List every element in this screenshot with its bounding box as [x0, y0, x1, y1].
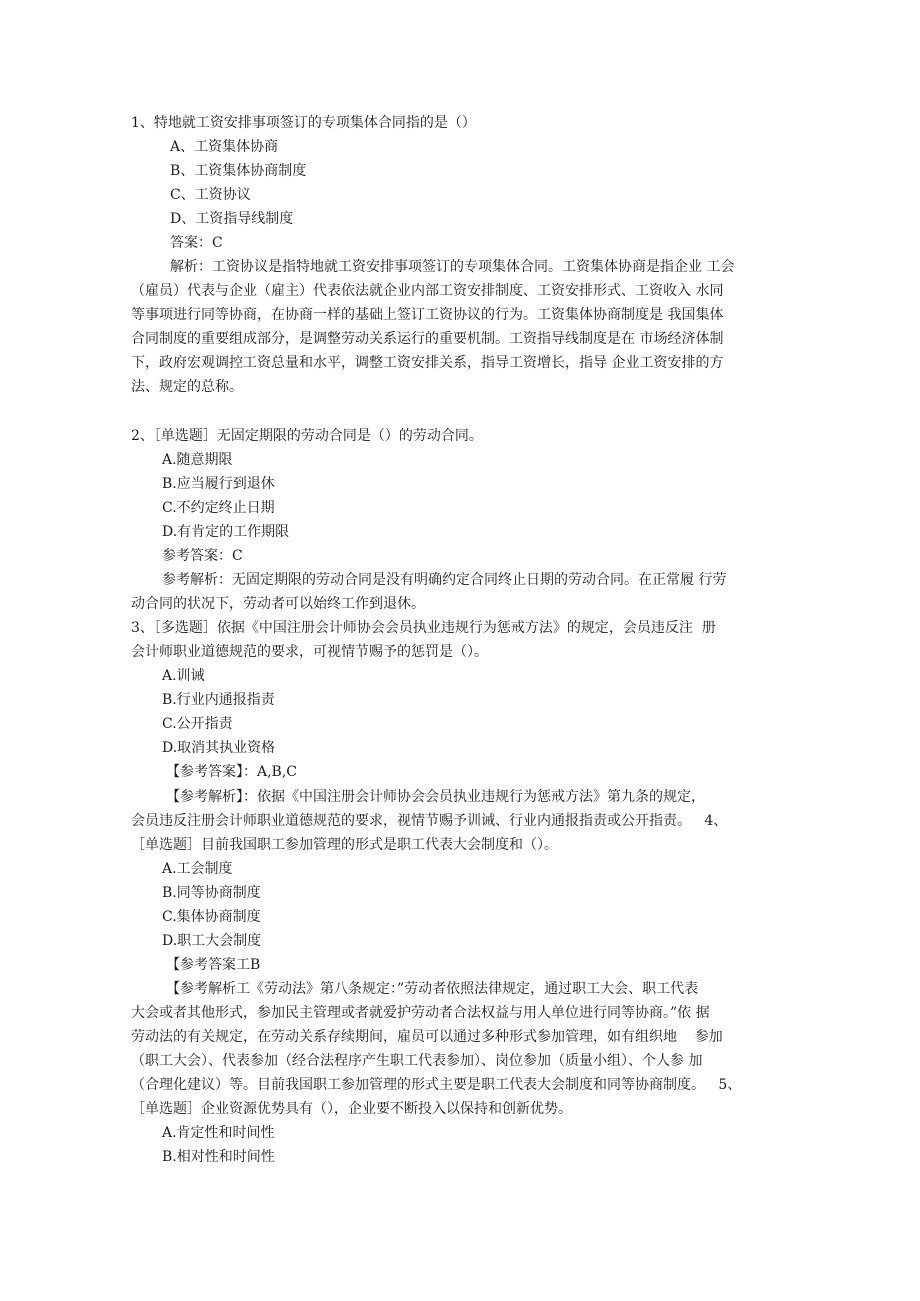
q4-analysis-line: 【参考解析工《劳动法》第八条规定：”劳动者依照法律规定，通过职工大会、职工代表 [166, 981, 699, 997]
q3-answer: 【参考答案】：A,B,C [166, 764, 298, 780]
q1-analysis-line: （雇员）代表与企业（雇主）代表依法就企业内部工资安排制度、工资安排形式、工资收入 水同 [131, 283, 724, 299]
q4-option-a: A.工会制度 [162, 861, 233, 877]
q2-analysis-line: 参考解析：无固定期限的劳动合同是没有明确约定合同终止日期的劳动合同。在正常履 行劳 [162, 572, 727, 588]
q1-question: 1、特地就工资安排事项签订的专项集体合同指的是（） [131, 115, 476, 131]
q1-option-b: B、工资集体协商制度 [170, 163, 307, 179]
q3-option-b: B.行业内通报指责 [162, 692, 275, 708]
q5-question: ［单选题］企业资源优势具有（），企业要不断投入以保持和创新优势。 [131, 1101, 572, 1117]
q3-question-line: 会计师职业道德规范的要求，可视情节赐予的惩罚是（）。 [131, 644, 488, 660]
q4-option-b: B.同等协商制度 [162, 885, 261, 901]
q4-analysis-line: （职工大会）、代表参加（经合法程序产生职工代表参加）、岗位参加（质量小组）、个人参 加 [131, 1053, 703, 1069]
q1-analysis-line: 法、规定的总称。 [131, 379, 243, 395]
q2-analysis-line: 动合同的状况下，劳动者可以始终工作到退休。 [131, 596, 425, 612]
q2-question: 2、［单选题］无固定期限的劳动合同是（）的劳动合同。 [131, 428, 483, 444]
q2-answer: 参考答案：C [162, 548, 243, 564]
q3-analysis-line: 会员违反注册会计师职业道德规范的要求，视情节赐予训诫、行业内通报指责或公开指责。 4、 [131, 813, 728, 829]
q1-analysis-line: 合同制度的重要组成部分，是调整劳动关系运行的重要机制。工资指导线制度是在 市场经济体制 [131, 331, 724, 347]
q5-option-a: A.肯定性和时间性 [162, 1125, 275, 1141]
q1-analysis-line: 解析：工资协议是指特地就工资安排事项签订的专项集体合同。工资集体协商是指企业 工会 [170, 259, 735, 275]
q4-option-d: D.职工大会制度 [162, 933, 262, 949]
q1-option-d: D、工资指导线制度 [170, 211, 294, 227]
q5-option-b: B.相对性和时间性 [162, 1149, 275, 1165]
q4-answer: 【参考答案工B [166, 957, 261, 973]
q2-option-d: D.有肯定的工作期限 [162, 524, 290, 540]
q1-option-a: A、工资集体协商 [170, 139, 279, 155]
q1-option-c: C、工资协议 [170, 187, 251, 203]
q3-question-line: 3、［多选题］依据《中国注册会计师协会会员执业违规行为惩戒方法》的规定，会员违反注 册 [131, 620, 716, 636]
q2-option-a: A.随意期限 [162, 452, 233, 468]
q4-option-c: C.集体协商制度 [162, 909, 261, 925]
q4-analysis-line: 劳动法的有关规定，在劳动关系存续期间，雇员可以通过多种形式参加管理，如有组织地 参加 [131, 1029, 723, 1045]
q3-analysis-line: 【参考解析】：依据《中国注册会计师协会会员执业违规行为惩戒方法》第九条的规定， [166, 789, 705, 805]
q1-answer: 答案：C [170, 235, 223, 251]
q3-option-c: C.公开指责 [162, 716, 233, 732]
q1-analysis-line: 等事项进行同等协商，在协商一样的基础上签订工资协议的行为。工资集体协商制度是 我国集体 [131, 307, 724, 323]
q3-option-d: D.取消其执业资格 [162, 740, 276, 756]
q2-option-b: B.应当履行到退休 [162, 476, 275, 492]
q4-question: ［单选题］目前我国职工参加管理的形式是职工代表大会制度和（）。 [131, 837, 558, 853]
q3-option-a: A.训诫 [162, 668, 205, 684]
q4-analysis-line: 大会或者其他形式，参加民主管理或者就爱护劳动者合法权益与用人单位进行同等协商。”依 据 [131, 1005, 710, 1021]
q1-analysis-line: 下，政府宏观调控工资总量和水平，调整工资安排关系，指导工资增长，指导 企业工资安排的方 [131, 355, 724, 371]
q4-analysis-line: （合理化建议）等。目前我国职工参加管理的形式主要是职工代表大会制度和同等协商制度。 5、 [131, 1077, 742, 1093]
q2-option-c: C.不约定终止日期 [162, 500, 275, 516]
